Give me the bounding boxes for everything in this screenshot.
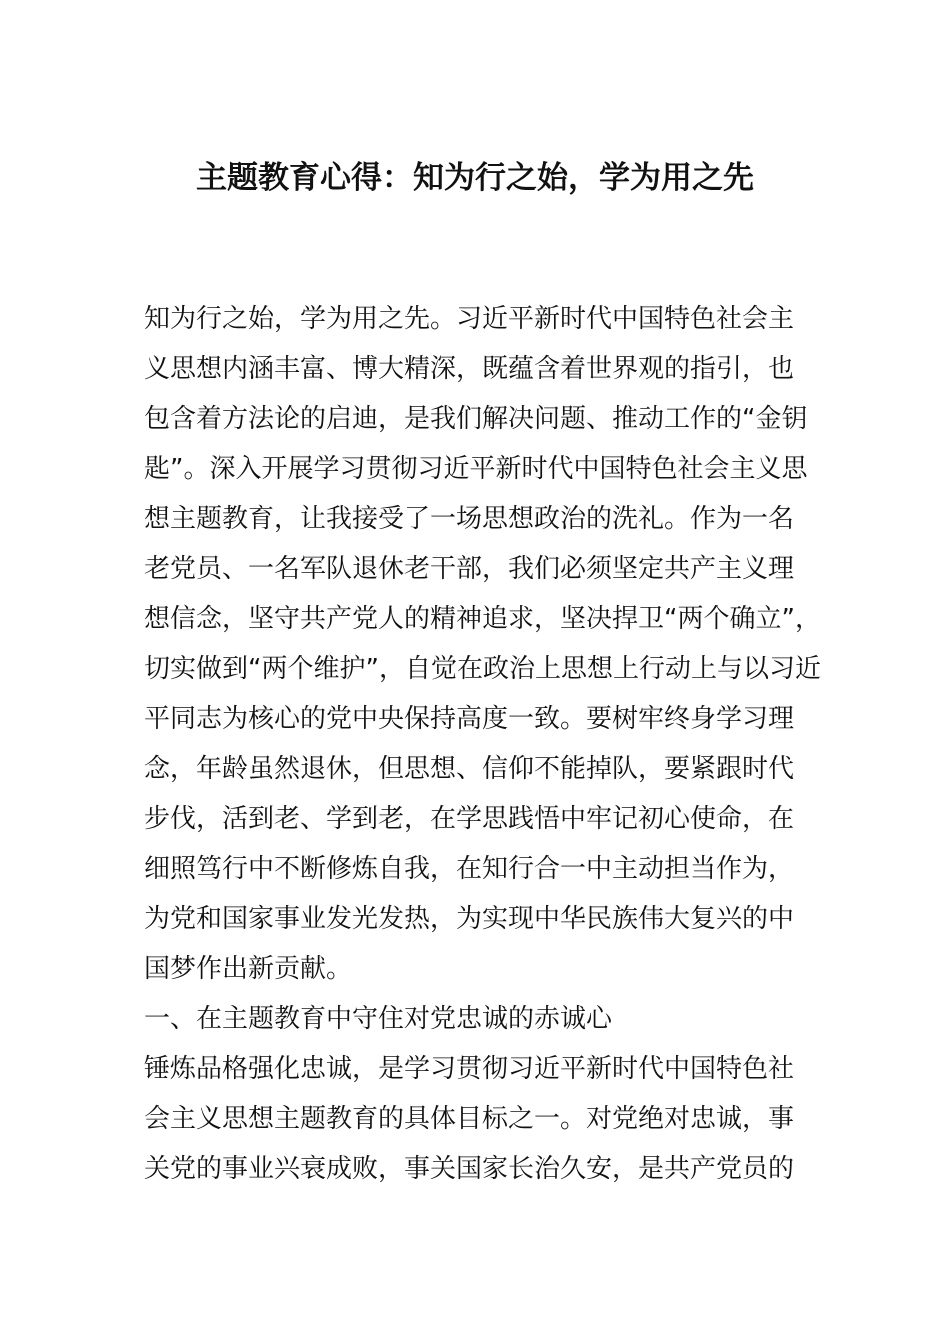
body-line: 想主题教育，让我接受了一场思想政治的洗礼。作为一名 xyxy=(144,504,795,534)
body-line: 为党和国家事业发光发热，为实现中华民族伟大复兴的中 xyxy=(144,904,795,934)
body-line: 细照笃行中不断修炼自我，在知行合一中主动担当作为， xyxy=(144,854,795,884)
body-line: 包含着方法论的启迪，是我们解决问题、推动工作的“金钥 xyxy=(144,404,808,434)
body-line: 切实做到“两个维护”，自觉在政治上思想上行动上与以习近 xyxy=(144,654,821,684)
body-line: 想信念，坚守共产党人的精神追求，坚决捍卫“两个确立”， xyxy=(144,604,821,634)
body-line: 会主义思想主题教育的具体目标之一。对党绝对忠诚，事 xyxy=(144,1104,795,1134)
body-line: 锤炼品格强化忠诚，是学习贯彻习近平新时代中国特色社 xyxy=(144,1054,795,1084)
body-line: 国梦作出新贡献。 xyxy=(144,954,353,984)
body-line: 步伐，活到老、学到老，在学思践悟中牢记初心使命，在 xyxy=(144,804,795,834)
section-heading: 一、在主题教育中守住对党忠诚的赤诚心 xyxy=(144,1004,613,1034)
body-line: 知为行之始，学为用之先。习近平新时代中国特色社会主 xyxy=(144,304,795,334)
body-line: 念，年龄虽然退休，但思想、信仰不能掉队，要紧跟时代 xyxy=(144,754,795,784)
body-line: 关党的事业兴衰成败，事关国家长治久安，是共产党员的 xyxy=(144,1154,795,1184)
body-line: 老党员、一名军队退休老干部，我们必须坚定共产主义理 xyxy=(144,554,795,584)
body-line: 平同志为核心的党中央保持高度一致。要树牢终身学习理 xyxy=(144,704,795,734)
body-line: 匙”。深入开展学习贯彻习近平新时代中国特色社会主义思 xyxy=(144,454,808,484)
document-title: 主题教育心得：知为行之始，学为用之先 xyxy=(196,160,754,196)
body-line: 义思想内涵丰富、博大精深，既蕴含着世界观的指引，也 xyxy=(144,354,795,384)
document-body xyxy=(144,294,821,1194)
